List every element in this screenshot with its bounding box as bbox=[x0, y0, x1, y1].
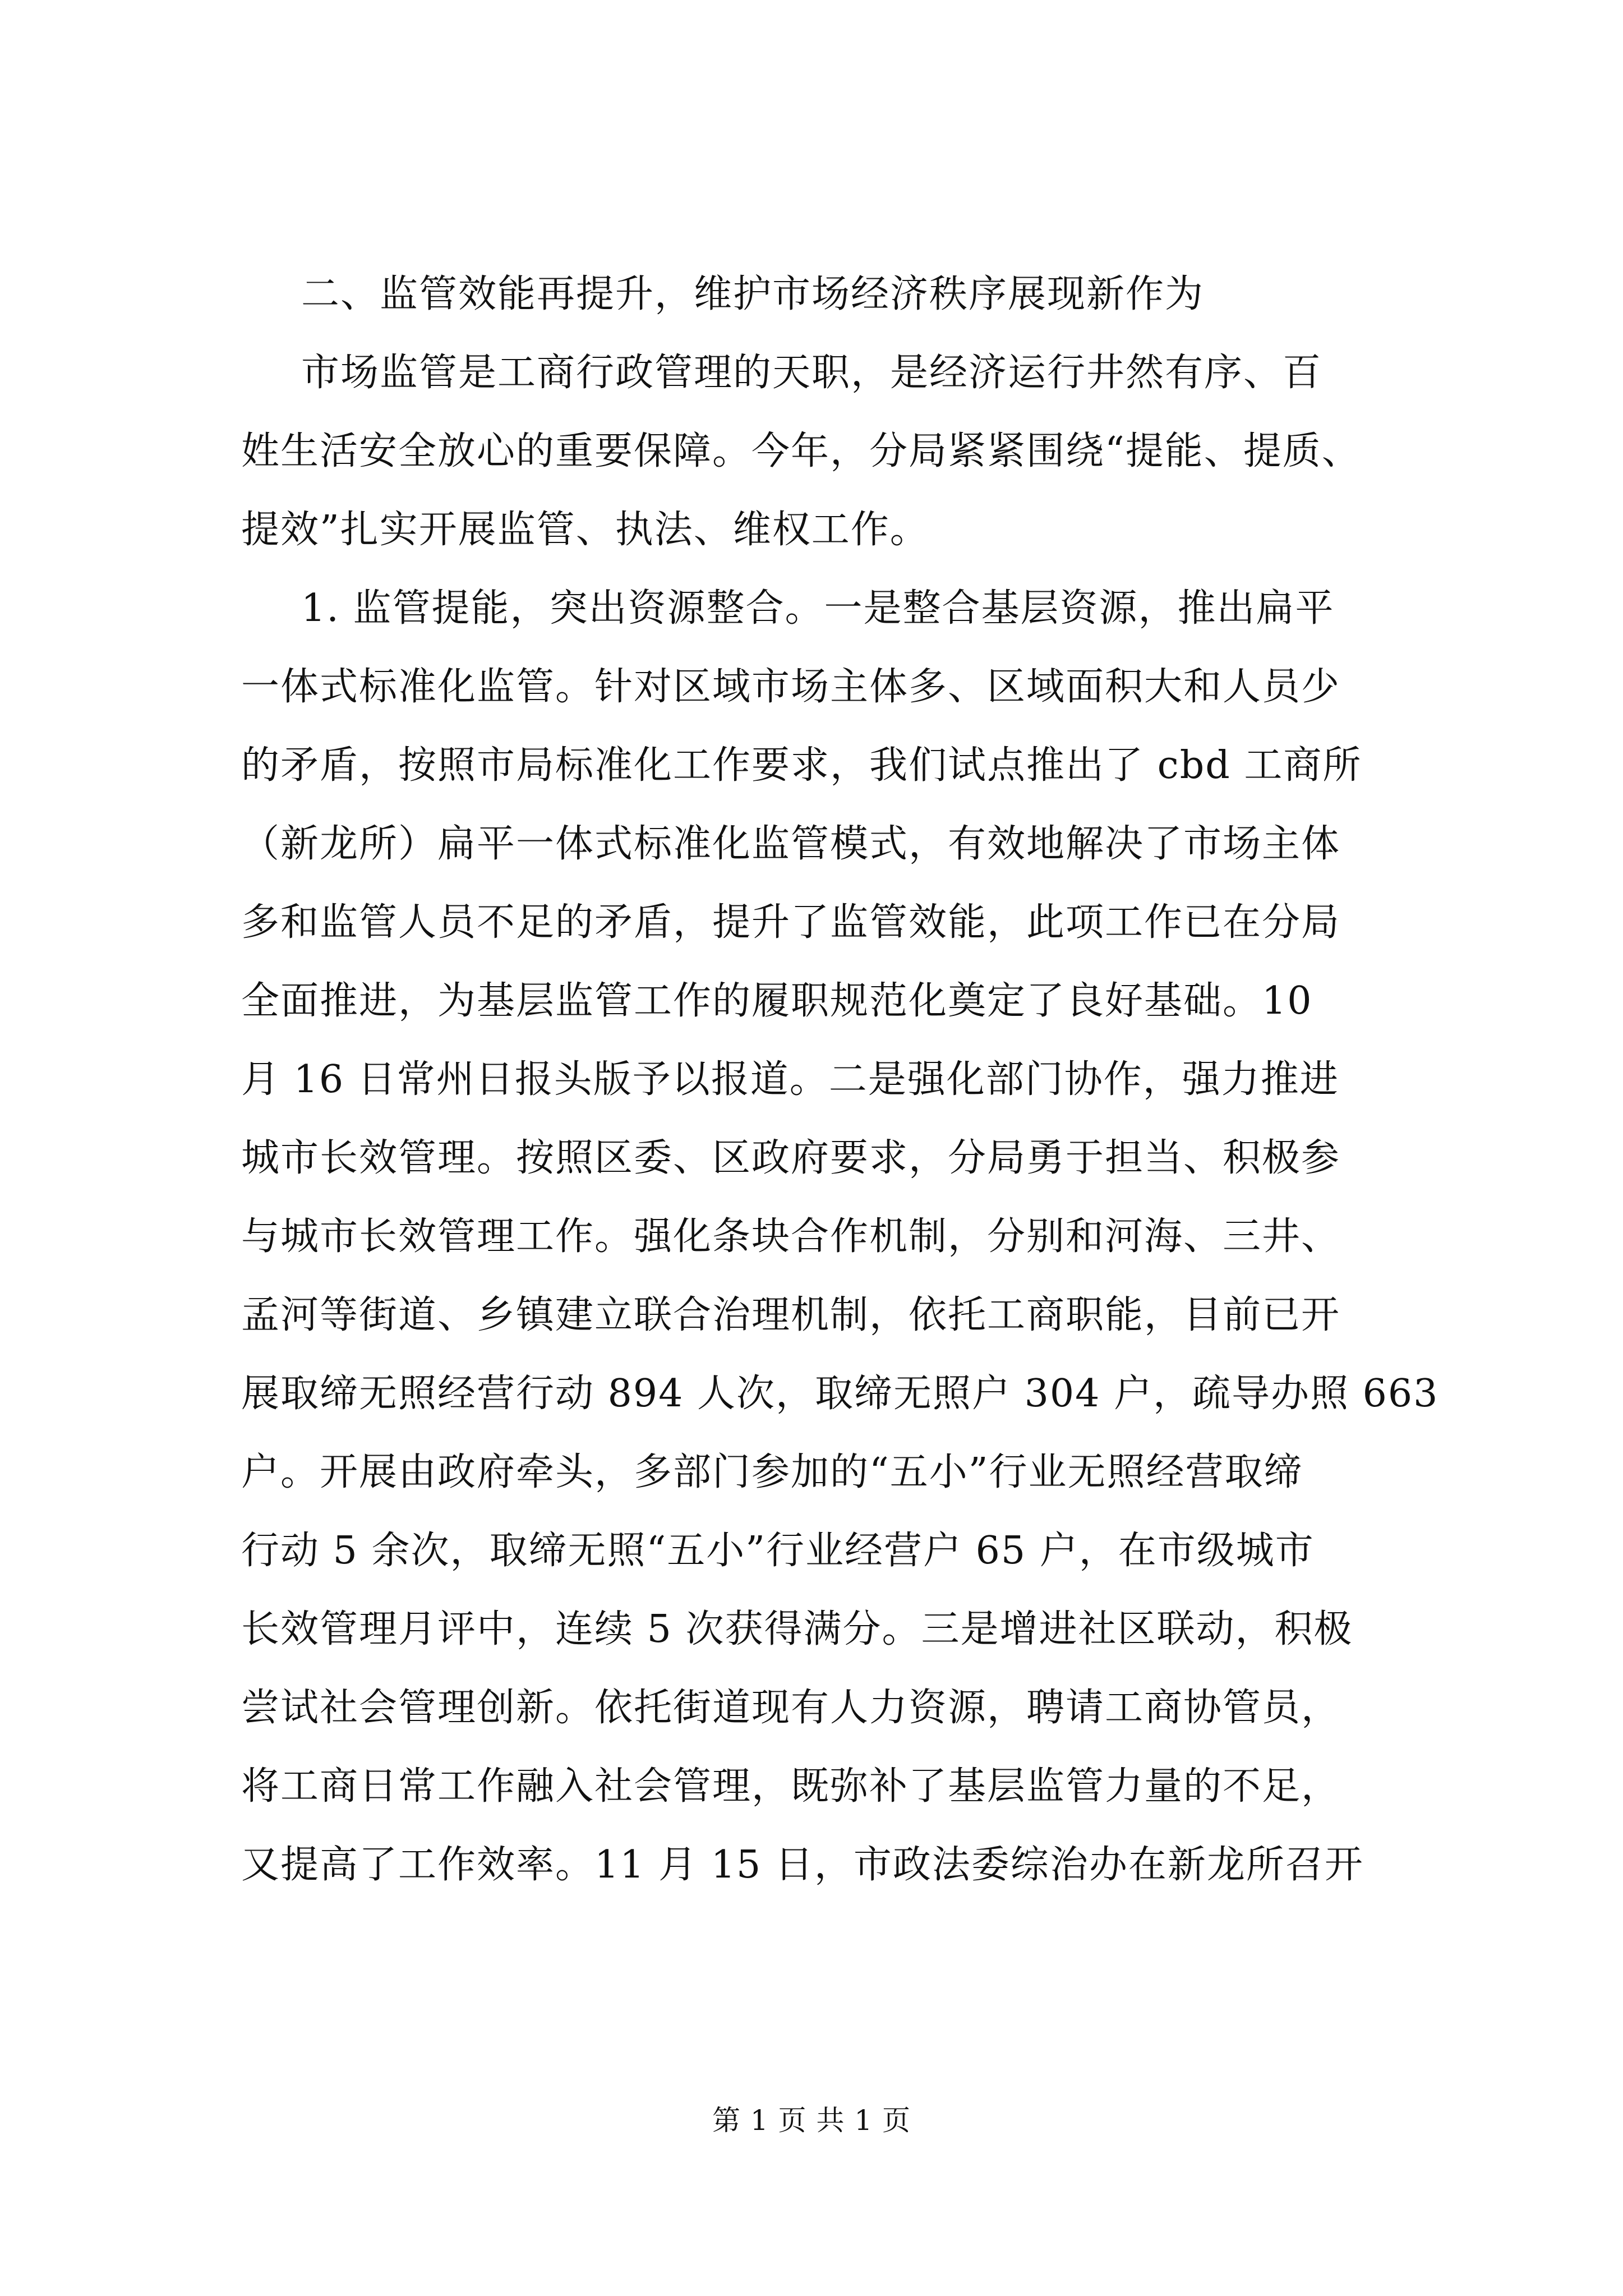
text-line: 提效”扎实开展监管、执法、维权工作。 bbox=[241, 508, 929, 552]
text-line: 又提高了工作效率。11 月 15 日，市政法委综治办在新龙所召开 bbox=[241, 1843, 1364, 1887]
text-line: 一体式标准化监管。针对区域市场主体多、区域面积大和人员少 bbox=[241, 665, 1341, 709]
text-line: 姓生活安全放心的重要保障。今年，分局紧紧围绕“提能、提质、 bbox=[241, 429, 1361, 473]
text-line: 长效管理月评中，连续 5 次获得满分。三是增进社区联动，积极 bbox=[241, 1607, 1353, 1651]
text-line: 城市长效管理。按照区委、区政府要求，分局勇于担当、积极参 bbox=[241, 1136, 1341, 1180]
text-line: 户。开展由政府牵头，多部门参加的“五小”行业无照经营取缔 bbox=[241, 1450, 1303, 1494]
text-line: 全面推进，为基层监管工作的履职规范化奠定了良好基础。10 bbox=[241, 979, 1313, 1023]
text-line: 展取缔无照经营行动 894 人次，取缔无照户 304 户，疏导办照 663 bbox=[241, 1372, 1439, 1416]
page-number-footer: 第 1 页 共 1 页 bbox=[712, 2104, 911, 2137]
text-line: 市场监管是工商行政管理的天职，是经济运行井然有序、百 bbox=[301, 351, 1322, 395]
text-line: 孟河等街道、乡镇建立联合治理机制，依托工商职能，目前已开 bbox=[241, 1293, 1341, 1337]
text-line: 将工商日常工作融入社会管理，既弥补了基层监管力量的不足， bbox=[241, 1764, 1341, 1809]
text-line: （新龙所）扁平一体式标准化监管模式，有效地解决了市场主体 bbox=[241, 822, 1341, 866]
text-line: 多和监管人员不足的矛盾，提升了监管效能，此项工作已在分局 bbox=[241, 900, 1341, 945]
text-line: 月 16 日常州日报头版予以报道。二是强化部门协作，强力推进 bbox=[241, 1057, 1339, 1102]
section-heading: 二、监管效能再提升，维护市场经济秩序展现新作为 bbox=[301, 272, 1205, 316]
text-line: 1. 监管提能，突出资源整合。一是整合基层资源，推出扁平 bbox=[301, 586, 1335, 631]
text-line: 尝试社会管理创新。依托街道现有人力资源，聘请工商协管员， bbox=[241, 1686, 1341, 1730]
text-line: 与城市长效管理工作。强化条块合作机制，分别和河海、三井、 bbox=[241, 1214, 1341, 1259]
text-line: 行动 5 余次，取缔无照“五小”行业经营户 65 户，在市级城市 bbox=[241, 1529, 1315, 1573]
text-line: 的矛盾，按照市局标准化工作要求，我们试点推出了 cbd 工商所 bbox=[241, 743, 1362, 788]
